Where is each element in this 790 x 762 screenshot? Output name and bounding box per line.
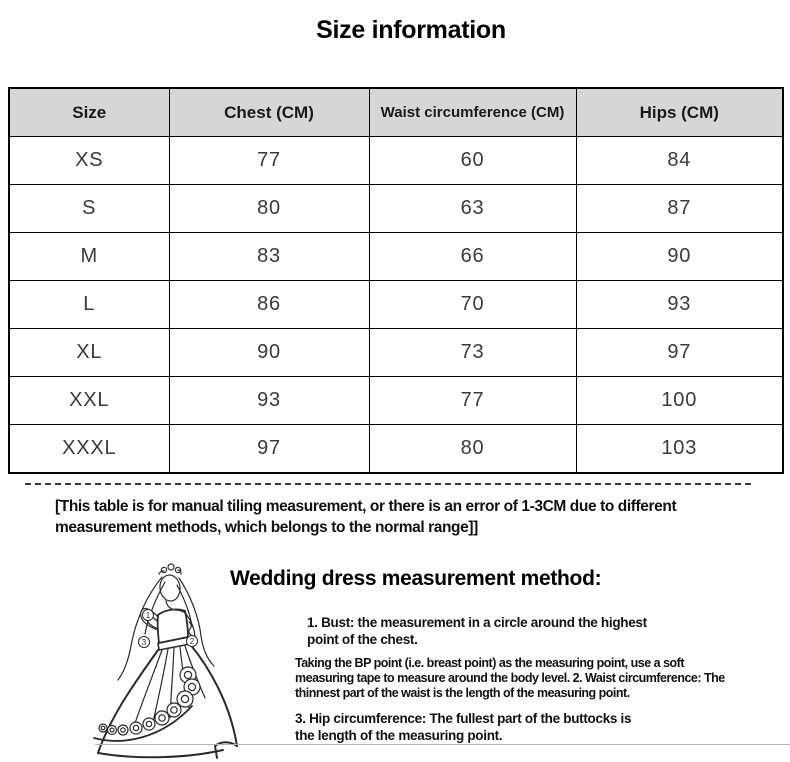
chest-cell: 86 bbox=[169, 281, 369, 329]
hip-instruction bbox=[295, 710, 695, 744]
size-cell: S bbox=[9, 185, 169, 233]
waist-cell: 63 bbox=[369, 185, 576, 233]
hips-cell: 84 bbox=[576, 137, 783, 185]
instruction-line: the length of the measuring point. bbox=[295, 728, 503, 743]
waist-cell: 70 bbox=[369, 281, 576, 329]
table-row bbox=[9, 281, 783, 329]
marker-2-label: 2 bbox=[189, 637, 195, 646]
hips-cell: 93 bbox=[576, 281, 783, 329]
table-row bbox=[9, 329, 783, 377]
hips-cell: 97 bbox=[576, 329, 783, 377]
table-row bbox=[9, 185, 783, 233]
table-row bbox=[9, 137, 783, 185]
chest-cell: 97 bbox=[169, 425, 369, 474]
size-cell: XXL bbox=[9, 377, 169, 425]
neck-line bbox=[166, 601, 186, 615]
marker-2 bbox=[187, 636, 198, 647]
marker-3 bbox=[139, 637, 150, 648]
table-header-row bbox=[9, 88, 783, 137]
header-waist: Waist circumference (CM) bbox=[369, 88, 576, 137]
wedding-dress-illustration bbox=[58, 560, 240, 760]
marker-1 bbox=[143, 610, 154, 621]
instruction-line: 1. Bust: the measurement in a circle around the highest bbox=[307, 615, 647, 630]
marker-1-label: 1 bbox=[145, 611, 151, 620]
bust-instruction bbox=[307, 614, 707, 648]
header-chest: Chest (CM) bbox=[169, 88, 369, 137]
instruction-line: measuring tape to measure around the body level. 2. Waist circumference: The bbox=[295, 671, 725, 685]
chest-cell: 77 bbox=[169, 137, 369, 185]
bottom-divider bbox=[95, 744, 790, 745]
page-title: Size information bbox=[316, 16, 506, 44]
marker-3-label: 3 bbox=[141, 638, 147, 647]
size-cell: L bbox=[9, 281, 169, 329]
size-cell: XS bbox=[9, 137, 169, 185]
waist-cell: 77 bbox=[369, 377, 576, 425]
rose-garland-icon bbox=[99, 667, 200, 735]
note-line: [This table is for manual tiling measurement, or there is an error of 1-3CM due to different bbox=[55, 498, 677, 515]
header-hips: Hips (CM) bbox=[576, 88, 783, 137]
waist-cell: 73 bbox=[369, 329, 576, 377]
instruction-line: point of the chest. bbox=[307, 632, 418, 647]
measurement-note bbox=[55, 496, 765, 538]
hips-cell: 100 bbox=[576, 377, 783, 425]
size-cell: XL bbox=[9, 329, 169, 377]
flower-crown-icon bbox=[159, 564, 181, 574]
waist-cell: 66 bbox=[369, 233, 576, 281]
veil-lines bbox=[118, 577, 214, 680]
chest-cell: 83 bbox=[169, 233, 369, 281]
size-table bbox=[8, 87, 784, 474]
hips-cell: 90 bbox=[576, 233, 783, 281]
note-line: measurement methods, which belongs to the normal range]] bbox=[55, 519, 478, 536]
instruction-line: thinnest part of the waist is the length of the measuring point. bbox=[295, 686, 630, 700]
hips-cell: 103 bbox=[576, 425, 783, 474]
table-row bbox=[9, 377, 783, 425]
instruction-line: 3. Hip circumference: The fullest part of the buttocks is bbox=[295, 711, 632, 726]
waist-cell: 60 bbox=[369, 137, 576, 185]
method-heading: Wedding dress measurement method: bbox=[230, 567, 602, 590]
chest-cell: 80 bbox=[169, 185, 369, 233]
hips-cell: 87 bbox=[576, 185, 783, 233]
table-row bbox=[9, 233, 783, 281]
table-row bbox=[9, 425, 783, 474]
size-cell: M bbox=[9, 233, 169, 281]
header-size: Size bbox=[9, 88, 169, 137]
waist-instruction bbox=[295, 656, 775, 701]
chest-cell: 90 bbox=[169, 329, 369, 377]
chest-cell: 93 bbox=[169, 377, 369, 425]
instruction-line: Taking the BP point (i.e. breast point) as the measuring point, use a soft bbox=[295, 656, 684, 670]
waist-cell: 80 bbox=[369, 425, 576, 474]
size-cell: XXXL bbox=[9, 425, 169, 474]
dashed-divider bbox=[25, 483, 751, 485]
